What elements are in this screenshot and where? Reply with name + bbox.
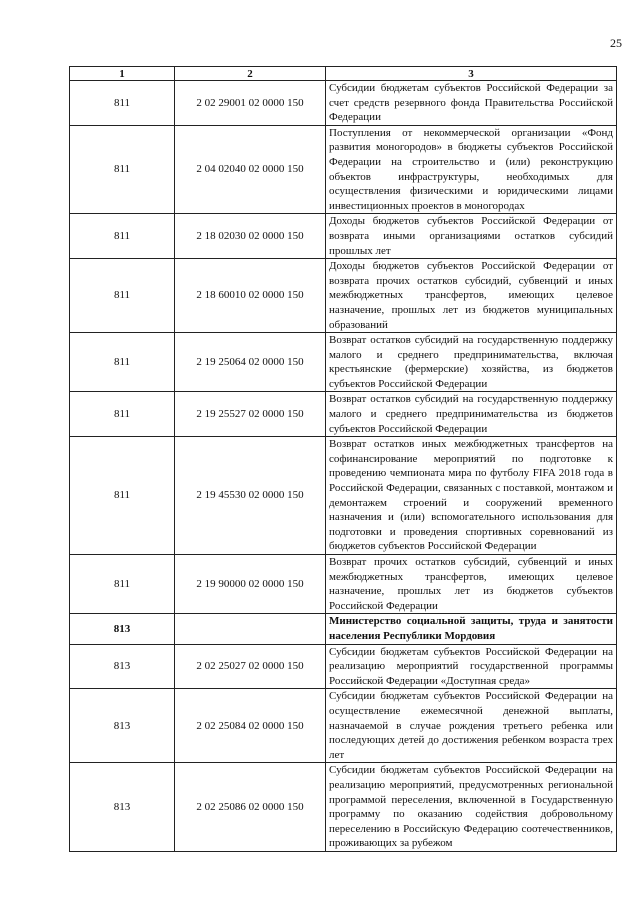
admin-code-cell: 813 [70, 614, 175, 644]
table-row [70, 392, 617, 437]
budget-code-cell: 2 18 02030 02 0000 150 [175, 214, 326, 259]
table-header-row [70, 67, 617, 81]
admin-code-cell: 811 [70, 437, 175, 555]
description-cell: Субсидии бюджетам субъектов Российской Федерации на реализацию мероприятий государственной программы Российской Федерации «Доступная среда» [326, 644, 617, 689]
admin-code-cell: 813 [70, 689, 175, 763]
budget-code-cell: 2 18 60010 02 0000 150 [175, 259, 326, 333]
table-row [70, 689, 617, 763]
description-cell: Поступления от некоммерческой организации «Фонд развития моногородов» в бюджеты субъектов Российской Федерации на строительство и (или) реконструкцию объектов инфраструктуры, необходимых для осуществления физическими и юридическими лицами инвестиционных проектов в моногородах [326, 125, 617, 214]
table-row [70, 644, 617, 689]
admin-code-cell: 811 [70, 125, 175, 214]
budget-code-cell: 2 02 25027 02 0000 150 [175, 644, 326, 689]
admin-code-cell: 811 [70, 259, 175, 333]
admin-code-cell: 813 [70, 644, 175, 689]
budget-code-cell: 2 19 45530 02 0000 150 [175, 437, 326, 555]
column-header-3: 3 [326, 67, 617, 81]
budget-code-cell: 2 19 90000 02 0000 150 [175, 555, 326, 614]
budget-code-cell: 2 02 25084 02 0000 150 [175, 689, 326, 763]
table-row [70, 614, 617, 644]
page-number: 25 [610, 36, 622, 50]
column-header-2: 2 [175, 67, 326, 81]
table-row [70, 555, 617, 614]
table-row [70, 125, 617, 214]
description-cell: Субсидии бюджетам субъектов Российской Федерации на реализацию мероприятий, предусмотренных региональной программой переселения, включенной в Государственную программу по оказанию содействия добровольному переселению в Российскую Федерацию соотечественников, проживающих за рубежом [326, 763, 617, 852]
admin-code-cell: 811 [70, 333, 175, 392]
column-header-1: 1 [70, 67, 175, 81]
budget-code-cell: 2 04 02040 02 0000 150 [175, 125, 326, 214]
budget-code-cell [175, 614, 326, 644]
table-body [70, 81, 617, 852]
table-row [70, 214, 617, 259]
admin-code-cell: 811 [70, 81, 175, 126]
description-cell: Субсидии бюджетам субъектов Российской Федерации за счет средств резервного фонда Правительства Российской Федерации [326, 81, 617, 126]
table-row [70, 333, 617, 392]
budget-code-cell: 2 02 25086 02 0000 150 [175, 763, 326, 852]
description-cell: Доходы бюджетов субъектов Российской Федерации от возврата прочих остатков субсидий, субвенций и иных межбюджетных трансфертов, имеющих целевое назначение, прошлых лет из бюджетов муниципальных образований [326, 259, 617, 333]
admin-code-cell: 811 [70, 214, 175, 259]
admin-code-cell: 811 [70, 555, 175, 614]
description-cell: Министерство социальной защиты, труда и занятости населения Республики Мордовия [326, 614, 617, 644]
table-row [70, 81, 617, 126]
budget-code-cell: 2 02 29001 02 0000 150 [175, 81, 326, 126]
budget-code-cell: 2 19 25527 02 0000 150 [175, 392, 326, 437]
budget-code-cell: 2 19 25064 02 0000 150 [175, 333, 326, 392]
table-row [70, 763, 617, 852]
table-row [70, 437, 617, 555]
description-cell: Возврат прочих остатков субсидий, субвенций и иных межбюджетных трансфертов, имеющих целевое назначение, прошлых лет из бюджетов субъектов Российской Федерации [326, 555, 617, 614]
admin-code-cell: 813 [70, 763, 175, 852]
description-cell: Возврат остатков иных межбюджетных трансфертов на софинансирование мероприятий по подготовке к проведению чемпионата мира по футболу FIFA 2018 года в Российской Федерации, связанных с поставкой, монтажом и демонтажем строений и сооружений временного назначения и (или) вспомогательного использования для подготовки и проведения спортивных соревнований из бюджетов субъектов Российской Федерации [326, 437, 617, 555]
description-cell: Возврат остатков субсидий на государственную поддержку малого и среднего предпринимательства, включая крестьянские (фермерские) хозяйства, из бюджетов субъектов Российской Федерации [326, 333, 617, 392]
description-cell: Доходы бюджетов субъектов Российской Федерации от возврата иными организациями остатков субсидий прошлых лет [326, 214, 617, 259]
description-cell: Субсидии бюджетам субъектов Российской Федерации на осуществление ежемесячной денежной выплаты, назначаемой в случае рождения третьего ребенка или последующих детей до достижения ребенком возраста трех лет [326, 689, 617, 763]
table-row [70, 259, 617, 333]
admin-code-cell: 811 [70, 392, 175, 437]
description-cell: Возврат остатков субсидий на государственную поддержку малого и среднего предпринимательства из бюджетов субъектов Российской Федерации [326, 392, 617, 437]
revenue-codes-table [69, 66, 617, 852]
